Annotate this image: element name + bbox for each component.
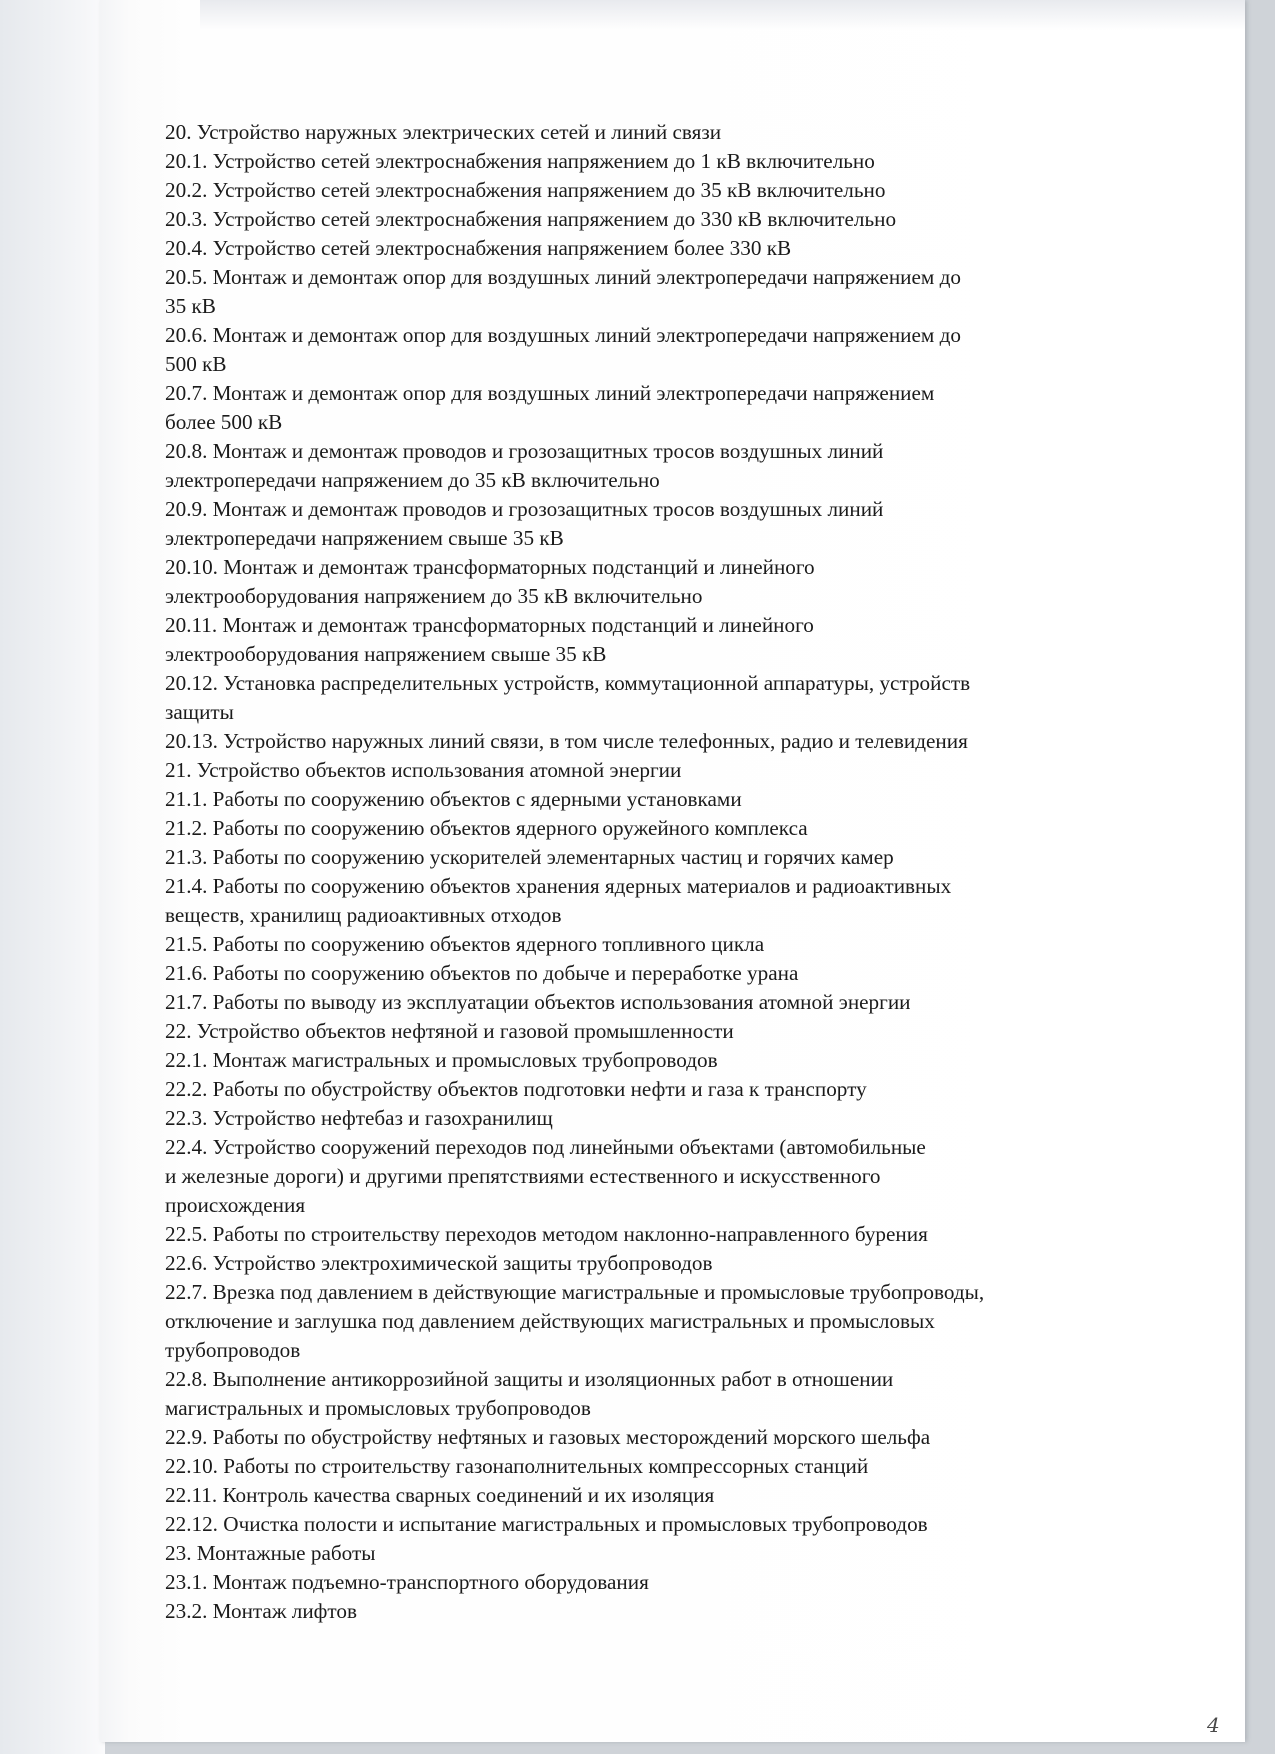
- text-line: 20.13. Устройство наружных линий связи, в том числе телефонных, радио и телевидения: [165, 729, 968, 753]
- page-edge-shadow: [200, 0, 1245, 30]
- binding-shadow: [0, 0, 105, 1754]
- text-line: 23. Монтажные работы: [165, 1541, 376, 1565]
- text-line: 21.5. Работы по сооружению объектов ядерного топливного цикла: [165, 932, 765, 956]
- text-line: магистральных и промысловых трубопроводов: [165, 1396, 591, 1420]
- text-line: происхождения: [165, 1193, 306, 1217]
- text-line: 21.6. Работы по сооружению объектов по добыче и переработке урана: [165, 961, 799, 985]
- text-line: 22.1. Монтаж магистральных и промысловых трубопроводов: [165, 1048, 718, 1072]
- page-number: 4: [1207, 1713, 1220, 1737]
- text-line: 20.9. Монтаж и демонтаж проводов и грозозащитных тросов воздушных линий: [165, 497, 884, 521]
- text-line: 21.4. Работы по сооружению объектов хранения ядерных материалов и радиоактивных: [165, 874, 952, 898]
- text-line: 22.12. Очистка полости и испытание магистральных и промысловых трубопроводов: [165, 1512, 928, 1536]
- text-line: 20.5. Монтаж и демонтаж опор для воздушных линий электропередачи напряжением до: [165, 265, 961, 289]
- text-line: 20.7. Монтаж и демонтаж опор для воздушных линий электропередачи напряжением: [165, 381, 935, 405]
- text-line: трубопроводов: [165, 1338, 301, 1362]
- text-line: 20.3. Устройство сетей электроснабжения напряжением до 330 кВ включительно: [165, 207, 897, 231]
- text-line: 20.11. Монтаж и демонтаж трансформаторных подстанций и линейного: [165, 613, 814, 637]
- text-line: 21.1. Работы по сооружению объектов с ядерными установками: [165, 787, 742, 811]
- text-line: 22. Устройство объектов нефтяной и газовой промышленности: [165, 1019, 734, 1043]
- text-line: 23.1. Монтаж подъемно-транспортного оборудования: [165, 1570, 649, 1594]
- text-line: 21.7. Работы по выводу из эксплуатации объектов использования атомной энергии: [165, 990, 911, 1014]
- text-line: 22.7. Врезка под давлением в действующие магистральные и промысловые трубопроводы,: [165, 1280, 985, 1304]
- text-line: 22.5. Работы по строительству переходов методом наклонно-направленного бурения: [165, 1222, 928, 1246]
- text-line: 22.8. Выполнение антикоррозийной защиты и изоляционных работ в отношении: [165, 1367, 894, 1391]
- text-line: электропередачи напряжением до 35 кВ включительно: [165, 468, 660, 492]
- text-line: 22.2. Работы по обустройству объектов подготовки нефти и газа к транспорту: [165, 1077, 867, 1101]
- text-line: 21. Устройство объектов использования атомной энергии: [165, 758, 682, 782]
- text-line: 500 кВ: [165, 352, 227, 376]
- text-line: электрооборудования напряжением свыше 35 кВ: [165, 642, 607, 666]
- text-line: 20.10. Монтаж и демонтаж трансформаторных подстанций и линейного: [165, 555, 815, 579]
- text-line: 22.11. Контроль качества сварных соединений и их изоляция: [165, 1483, 715, 1507]
- text-line: 35 кВ: [165, 294, 216, 318]
- text-line: 20.4. Устройство сетей электроснабжения напряжением более 330 кВ: [165, 236, 792, 260]
- text-line: 22.9. Работы по обустройству нефтяных и газовых месторождений морского шельфа: [165, 1425, 931, 1449]
- text-line: 21.3. Работы по сооружению ускорителей элементарных частиц и горячих камер: [165, 845, 894, 869]
- text-line: 20.6. Монтаж и демонтаж опор для воздушных линий электропередачи напряжением до: [165, 323, 961, 347]
- text-line: и железные дороги) и другими препятствиями естественного и искусственного: [165, 1164, 881, 1188]
- text-line: 22.3. Устройство нефтебаз и газохранилищ: [165, 1106, 553, 1130]
- text-line: электропередачи напряжением свыше 35 кВ: [165, 526, 564, 550]
- text-line: 22.4. Устройство сооружений переходов под линейными объектами (автомобильные: [165, 1135, 926, 1159]
- text-line: 21.2. Работы по сооружению объектов ядерного оружейного комплекса: [165, 816, 808, 840]
- document-body: [165, 118, 1155, 1626]
- text-line: 20.8. Монтаж и демонтаж проводов и грозозащитных тросов воздушных линий: [165, 439, 884, 463]
- text-line: отключение и заглушка под давлением действующих магистральных и промысловых: [165, 1309, 935, 1333]
- text-line: веществ, хранилищ радиоактивных отходов: [165, 903, 562, 927]
- text-line: 20.2. Устройство сетей электроснабжения напряжением до 35 кВ включительно: [165, 178, 886, 202]
- text-line: 22.6. Устройство электрохимической защиты трубопроводов: [165, 1251, 713, 1275]
- text-line: 20.1. Устройство сетей электроснабжения напряжением до 1 кВ включительно: [165, 149, 875, 173]
- text-line: более 500 кВ: [165, 410, 283, 434]
- text-line: 20.12. Установка распределительных устройств, коммутационной аппаратуры, устройств: [165, 671, 971, 695]
- text-line: 23.2. Монтаж лифтов: [165, 1599, 357, 1623]
- text-line: электрооборудования напряжением до 35 кВ включительно: [165, 584, 703, 608]
- text-line: 20. Устройство наружных электрических сетей и линий связи: [165, 120, 722, 144]
- text-line: 22.10. Работы по строительству газонаполнительных компрессорных станций: [165, 1454, 869, 1478]
- text-line: защиты: [165, 700, 234, 724]
